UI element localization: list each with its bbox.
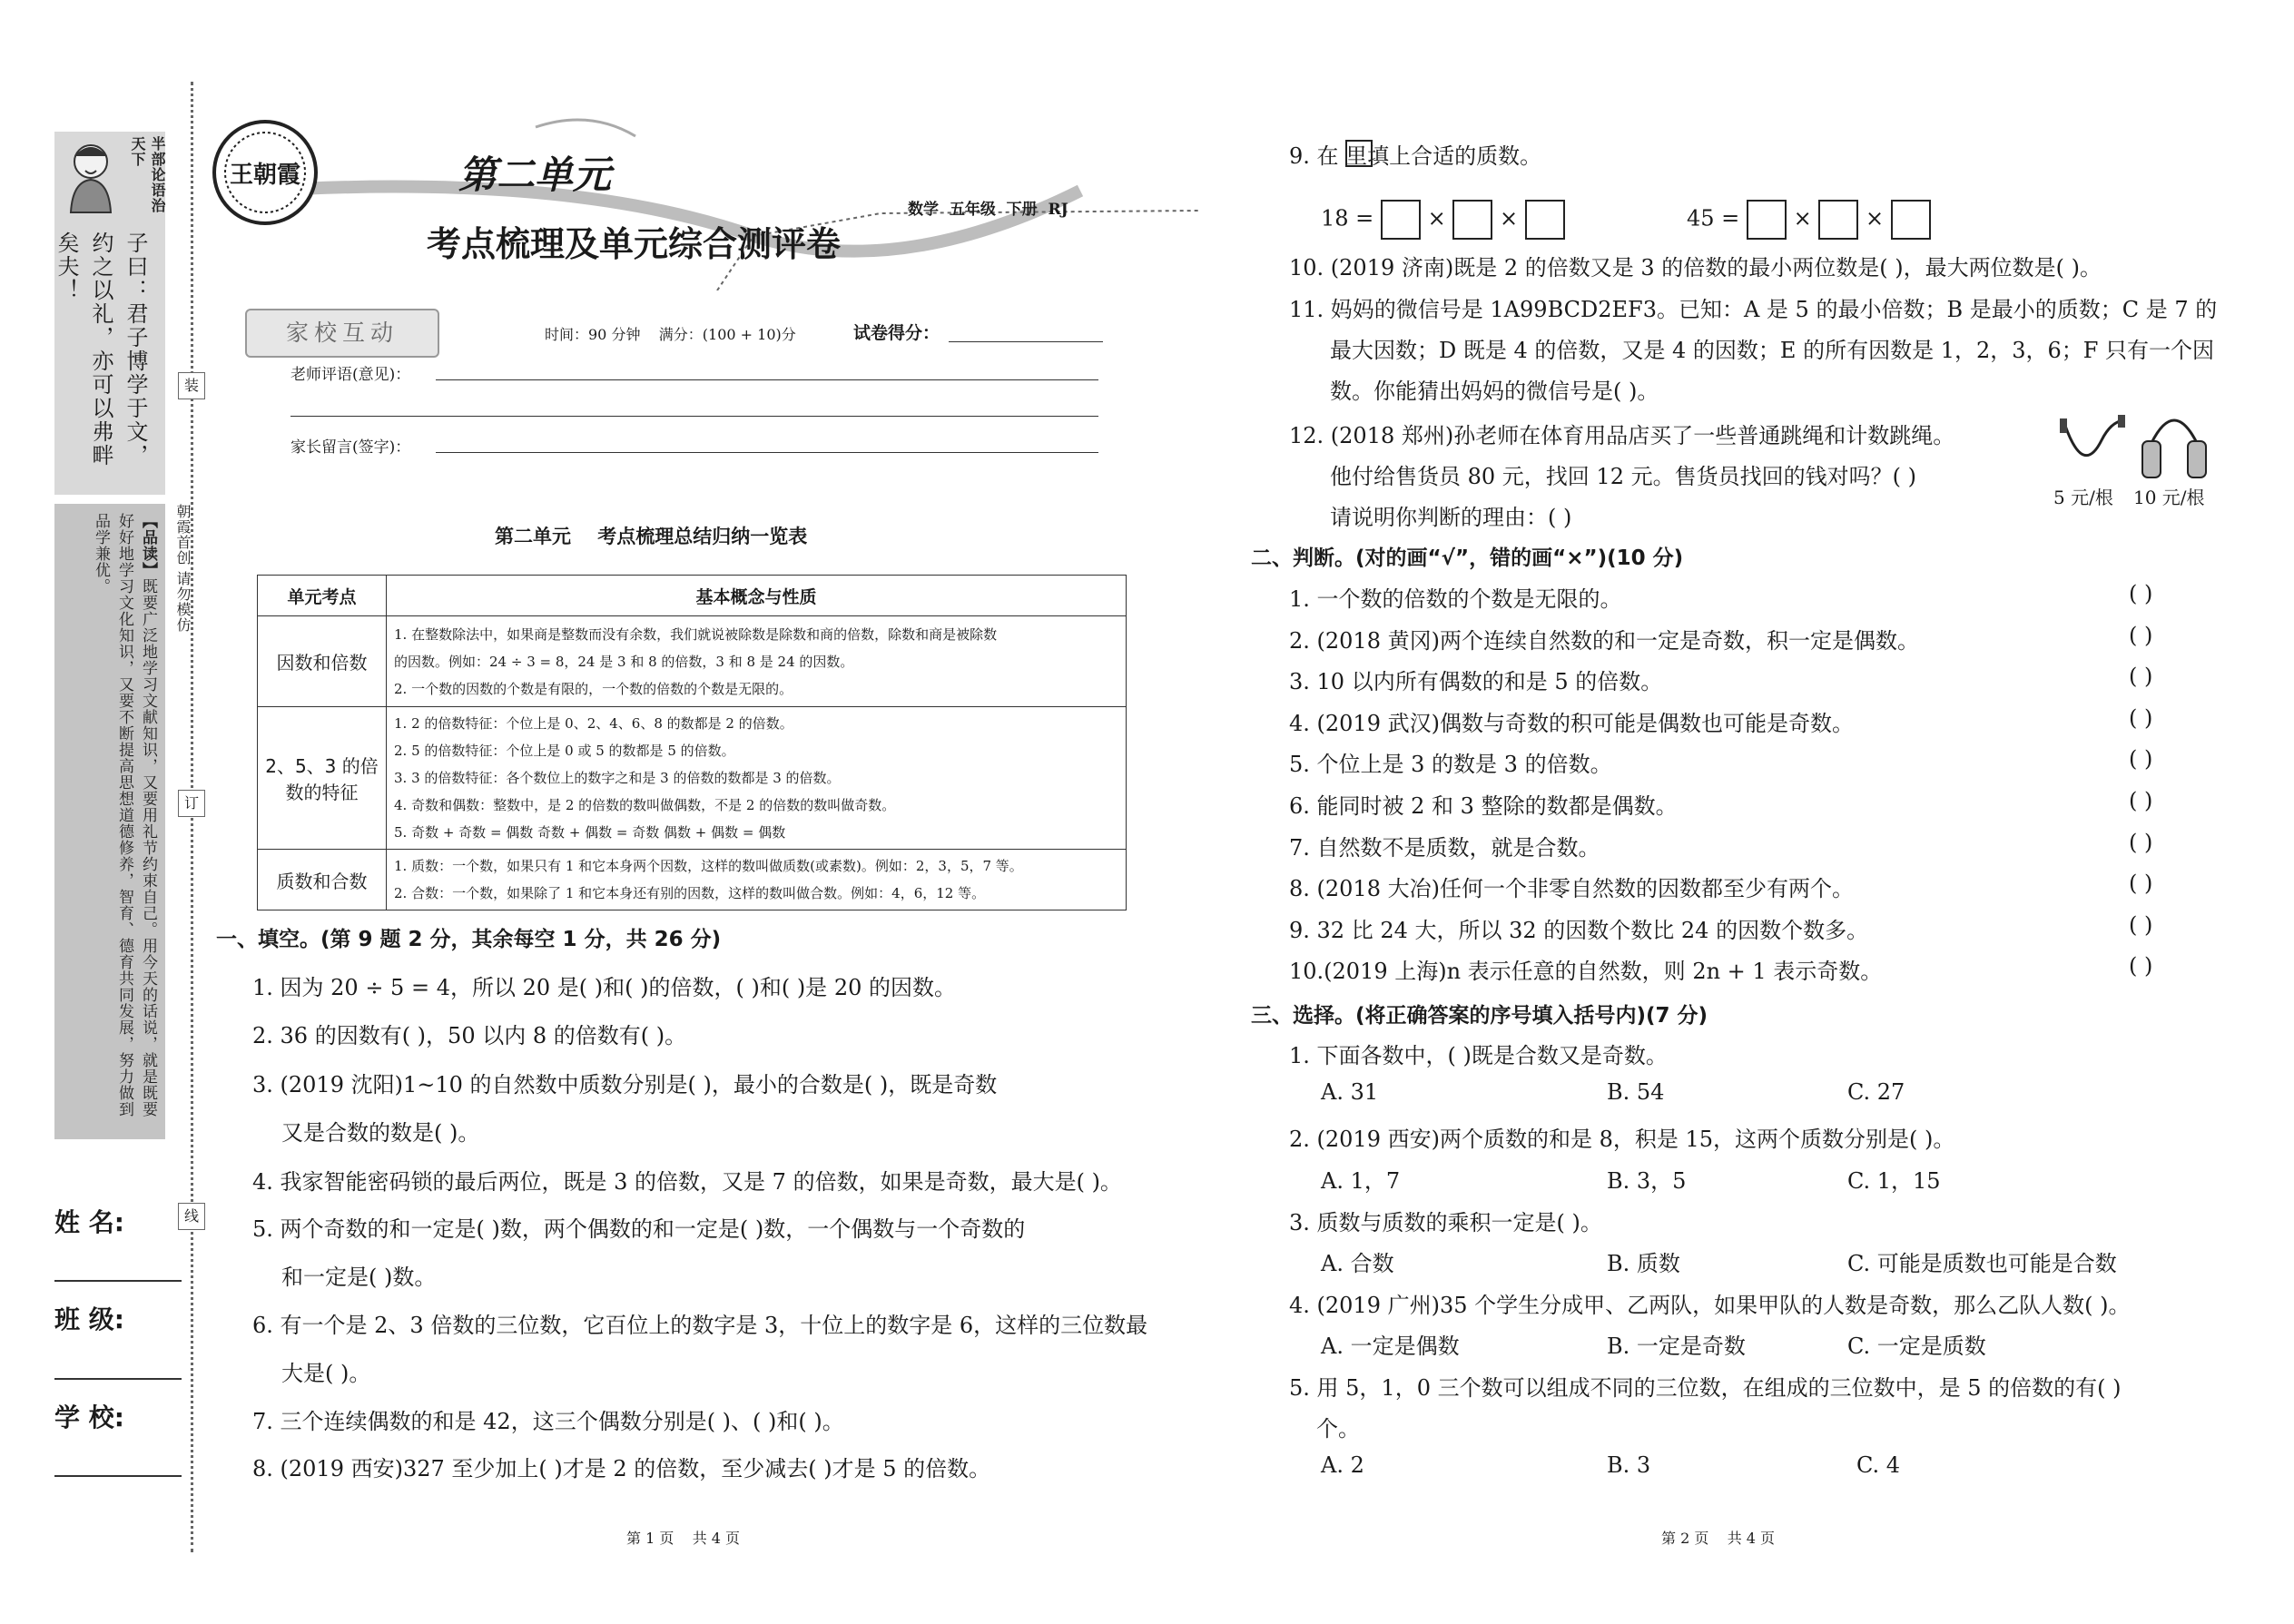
- q9-prompt-box: [1345, 140, 1373, 167]
- subject-tag: 数学 五年级 下册 RJ: [908, 201, 1068, 219]
- fill-q11: 11. 妈妈的微信号是 1A99BCD2EF3。已知：A 是 5 的最小倍数；B 是最小的质数；C 是 7 的: [1289, 297, 2218, 322]
- cut-label-1: 装: [178, 372, 205, 399]
- judge-item: 9. 32 比 24 大，所以 32 的因数个数比 24 的因数个数多。: [1289, 917, 1869, 943]
- q9-eq1-label: 18 =: [1321, 205, 1374, 231]
- concept-line: 的因数。例如：24 ÷ 3 = 8，24 是 3 和 8 的倍数，3 和 8 是 24 的因数。: [394, 653, 854, 670]
- table-header: [258, 576, 1127, 616]
- times-sign: ×: [1499, 205, 1519, 231]
- fill-q10: 10. (2019 济南)既是 2 的倍数又是 3 的倍数的最小两位数是( )，最大两位数是( )。: [1289, 255, 2102, 281]
- page-number-1: 第 1 页 共 4 页: [626, 1530, 741, 1547]
- choice-q3-opt-a[interactable]: A. 合数: [1321, 1251, 1394, 1276]
- page-number-2: 第 2 页 共 4 页: [1661, 1530, 1776, 1547]
- choice-q2: 2. (2019 西安)两个质数的和是 8，积是 15，这两个质数分别是( )。: [1289, 1127, 1955, 1152]
- table-row: [258, 707, 1127, 850]
- concept-line: 5. 奇数 + 奇数 = 偶数 奇数 + 偶数 = 奇数 偶数 + 偶数 = 偶数: [394, 824, 786, 841]
- subtitle: 考点梳理及单元综合测评卷: [427, 224, 842, 264]
- interaction-tag: [245, 309, 439, 358]
- section-choice-heading: 三、选择。(将正确答案的序号填入括号内)(7 分): [1251, 1004, 1708, 1028]
- summary-title: 第二单元 考点梳理总结归纳一览表: [495, 526, 808, 547]
- fill-q3: 3. (2019 沈阳)1~10 的自然数中质数分别是( )，最小的合数是( )，既是奇数: [252, 1072, 998, 1097]
- cut-label-2: 订: [178, 790, 205, 817]
- choice-q5-opt-a[interactable]: A. 2: [1321, 1452, 1364, 1478]
- choice-q1-opt-c[interactable]: C. 27: [1847, 1079, 1905, 1105]
- fill-q12-cont2: 请说明你判断的理由：( ): [1330, 505, 1572, 530]
- table-cell-topic: 因数和倍数: [258, 616, 387, 707]
- teacher-comment-label: 老师评语(意见)：: [290, 366, 411, 384]
- judge-item: 5. 个位上是 3 的数是 3 的倍数。: [1289, 752, 1612, 778]
- reading-body: 既要广泛地学习文献知识，又要用礼节约束自己。用今天的话说，就是既要好好地学习文化知识，又要不断提高思想道德修养，智育、德育共同发展，努力做到品学兼优。: [92, 513, 157, 1117]
- unit-title: 第二单元: [458, 153, 612, 197]
- counting-rope-icon: [2133, 407, 2215, 484]
- concept-line: 2. 5 的倍数特征：个位上是 0 或 5 的数都是 5 的倍数。: [394, 743, 735, 759]
- name-field[interactable]: [54, 1280, 182, 1282]
- judge-answer-paren[interactable]: ( ): [2129, 911, 2153, 938]
- concept-line: 2. 一个数的因数的个数是有限的，一个数的倍数的个数是无限的。: [394, 680, 793, 697]
- choice-q1-opt-b[interactable]: B. 54: [1607, 1079, 1665, 1105]
- judge-answer-paren[interactable]: ( ): [2129, 664, 2153, 690]
- logo-text: 王朝霞: [229, 162, 300, 189]
- judge-answer-paren[interactable]: ( ): [2129, 953, 2153, 979]
- times-sign: ×: [1427, 205, 1446, 231]
- judge-answer-paren[interactable]: ( ): [2129, 829, 2153, 855]
- class-field[interactable]: [54, 1378, 182, 1380]
- times-sign: ×: [1865, 205, 1885, 231]
- choice-q4-opt-b[interactable]: B. 一定是奇数: [1607, 1334, 1746, 1359]
- fill-q3-cont: 又是合数的数是( )。: [281, 1120, 480, 1146]
- choice-q2-opt-a[interactable]: A. 1，7: [1321, 1168, 1401, 1194]
- judge-item: 2. (2018 黄冈)两个连续自然数的和一定是奇数，积一定是偶数。: [1289, 627, 1919, 654]
- judge-answer-paren[interactable]: ( ): [2129, 871, 2153, 897]
- teacher-comment-field-2[interactable]: [290, 416, 1098, 417]
- interaction-label: 家校互动: [285, 320, 399, 346]
- fill-q5-cont: 和一定是( )数。: [281, 1265, 437, 1290]
- table-cell-concept: [387, 850, 1127, 910]
- parent-message-field[interactable]: [436, 452, 1098, 453]
- answer-box[interactable]: [1452, 200, 1492, 240]
- q9-eq1: [1321, 200, 1565, 240]
- answer-box[interactable]: [1891, 200, 1931, 240]
- judge-answer-paren[interactable]: ( ): [2129, 622, 2153, 648]
- fill-q2: 2. 36 的因数有( )，50 以内 8 的倍数有( )。: [252, 1023, 687, 1048]
- choice-q3-opt-c[interactable]: C. 可能是质数也可能是合数: [1847, 1251, 2117, 1276]
- judge-answer-paren[interactable]: ( ): [2129, 704, 2153, 731]
- name-label: 姓 名:: [54, 1207, 124, 1237]
- judge-item: 4. (2019 武汉)偶数与奇数的积可能是偶数也可能是奇数。: [1289, 710, 1854, 736]
- table-row: [258, 850, 1127, 910]
- answer-box[interactable]: [1818, 200, 1858, 240]
- judge-answer-paren[interactable]: ( ): [2129, 788, 2153, 813]
- fill-q4: 4. 我家智能密码锁的最后两位，既是 3 的倍数，又是 7 的倍数，如果是奇数，最大是( )。: [252, 1169, 1122, 1195]
- answer-box[interactable]: [1747, 200, 1787, 240]
- table-cell-topic: 质数和合数: [258, 850, 387, 910]
- times-sign: ×: [1793, 205, 1812, 231]
- school-field[interactable]: [54, 1475, 182, 1477]
- q9-eq2-label: 45 =: [1687, 205, 1740, 231]
- table-col-concept: 基本概念与性质: [387, 576, 1127, 616]
- section-judge-heading: 二、判断。(对的画“√”，错的画“×”)(10 分): [1251, 546, 1684, 570]
- choice-q5-cont: 个。: [1316, 1416, 1360, 1442]
- jump-rope-icon: [2056, 413, 2129, 477]
- concept-line: 4. 奇数和偶数：整数中，是 2 的倍数的数叫做偶数，不是 2 的倍数的数叫做奇数。: [394, 797, 896, 813]
- motto-top: 半部论语治天下: [129, 136, 166, 213]
- judge-item: 10.(2019 上海)n 表示任意的自然数，则 2n + 1 表示奇数。: [1289, 959, 1883, 985]
- answer-box[interactable]: [1381, 200, 1421, 240]
- judge-item: 7. 自然数不是质数，就是合数。: [1289, 834, 1600, 861]
- fill-q7: 7. 三个连续偶数的和是 42，这三个偶数分别是( )、( )和( )。: [252, 1409, 844, 1434]
- answer-box[interactable]: [1525, 200, 1565, 240]
- judge-item: 6. 能同时被 2 和 3 整除的数都是偶数。: [1289, 793, 1678, 819]
- school-label: 学 校:: [54, 1403, 124, 1432]
- choice-q5-opt-b[interactable]: B. 3: [1607, 1452, 1651, 1478]
- class-label: 班 级:: [54, 1304, 124, 1334]
- summary-table: [257, 575, 1127, 910]
- choice-q2-opt-c[interactable]: C. 1，15: [1847, 1168, 1941, 1194]
- rope1-price: 5 元/根: [2053, 487, 2113, 508]
- parent-message-label: 家长留言(签字)：: [290, 438, 411, 457]
- fill-q8: 8. (2019 西安)327 至少加上( )才是 2 的倍数，至少减去( )才是 5 的倍数。: [252, 1456, 991, 1481]
- copyright-note: 朝霞首创 请勿模仿: [174, 504, 192, 634]
- judge-item: 3. 10 以内所有偶数的和是 5 的倍数。: [1289, 669, 1663, 695]
- choice-q3-opt-b[interactable]: B. 质数: [1607, 1251, 1680, 1276]
- concept-line: 1. 质数：一个数，如果只有 1 和它本身两个因数，这样的数叫做质数(或素数)。例如：2，3，5，7 等。: [394, 858, 1023, 874]
- binding-strip: [0, 0, 195, 1624]
- choice-q4-opt-c[interactable]: C. 一定是质数: [1847, 1334, 1986, 1359]
- choice-q4-opt-a[interactable]: A. 一定是偶数: [1321, 1334, 1460, 1359]
- score-field[interactable]: [949, 341, 1103, 342]
- cut-label-3: 线: [178, 1203, 205, 1230]
- concept-line: 1. 2 的倍数特征：个位上是 0、2、4、6、8 的数都是 2 的倍数。: [394, 715, 793, 732]
- table-col-topic: 单元考点: [258, 576, 387, 616]
- table-cell-concept: [387, 707, 1127, 850]
- concept-line: 1. 在整数除法中，如果商是整数而没有余数，我们就说被除数是除数和商的倍数，除数和商是被除数: [394, 625, 998, 643]
- cut-line: [191, 82, 193, 1552]
- choice-q1: 1. 下面各数中，( )既是合数又是奇数。: [1289, 1043, 1668, 1068]
- concept-line: 3. 3 的倍数特征：各个数位上的数字之和是 3 的倍数的数都是 3 的倍数。: [394, 770, 841, 786]
- reading-label: 【品读】: [139, 513, 157, 578]
- fill-q6-cont: 大是( )。: [281, 1361, 371, 1386]
- judge-item: 1. 一个数的倍数的个数是无限的。: [1289, 586, 1622, 612]
- fill-q11-cont2: 数。你能猜出妈妈的微信号是( )。: [1330, 379, 1659, 404]
- teacher-comment-field[interactable]: [436, 379, 1098, 380]
- reading-text: [62, 513, 160, 1130]
- choice-q5-opt-c[interactable]: C. 4: [1856, 1452, 1901, 1478]
- choice-q1-opt-a[interactable]: A. 31: [1321, 1079, 1379, 1105]
- choice-q2-opt-b[interactable]: B. 3，5: [1607, 1168, 1687, 1194]
- concept-line: 2. 合数：一个数，如果除了 1 和它本身还有别的因数，这样的数叫做合数。例如：4，6，12 等。: [394, 885, 986, 901]
- time-info: 时间：90 分钟 满分：(100 + 10)分: [545, 326, 796, 343]
- fill-q11-cont: 最大因数；D 既是 4 的倍数，又是 4 的因数；E 的所有因数是 1，2，3，6；F 只有一个因: [1330, 338, 2215, 363]
- fill-q6: 6. 有一个是 2、3 倍数的三位数，它百位上的数字是 3，十位上的数字是 6，这样的三位数最: [252, 1313, 1148, 1338]
- rope2-price: 10 元/根: [2133, 487, 2205, 508]
- judge-answer-paren[interactable]: ( ): [2129, 581, 2153, 606]
- fill-q9: 9. 在 里填上合适的质数。: [1289, 143, 1542, 169]
- table-cell-topic: 2、5、3 的倍数的特征: [258, 707, 387, 850]
- confucius-icon: [54, 134, 127, 214]
- table-cell-concept: [387, 616, 1127, 707]
- choice-q4: 4. (2019 广州)35 个学生分成甲、乙两队，如果甲队的人数是奇数，那么乙队人数( )。: [1289, 1293, 2131, 1318]
- score-label: 试卷得分：: [853, 323, 940, 343]
- confucius-quote: 子曰：君子博学于文，约之以礼，亦可以弗畔矣夫！: [54, 231, 148, 468]
- choice-q5: 5. 用 5，1，0 三个数可以组成不同的三位数，在组成的三位数中，是 5 的倍数的有( ): [1289, 1375, 2122, 1401]
- fill-q1: 1. 因为 20 ÷ 5 = 4，所以 20 是( )和( )的倍数，( )和( )是 20 的因数。: [252, 975, 956, 1000]
- section-fill-heading: 一、填空。(第 9 题 2 分，其余每空 1 分，共 26 分): [216, 928, 722, 951]
- q9-eq2: [1687, 200, 1931, 240]
- choice-q3: 3. 质数与质数的乘积一定是( )。: [1289, 1210, 1602, 1235]
- judge-item: 8. (2018 大冶)任何一个非零自然数的因数都至少有两个。: [1289, 876, 1854, 902]
- judge-answer-paren[interactable]: ( ): [2129, 746, 2153, 773]
- fill-q12: 12. (2018 郑州)孙老师在体育用品店买了一些普通跳绳和计数跳绳。: [1289, 423, 1955, 448]
- fill-q12-cont: 他付给售货员 80 元，找回 12 元。售货员找回的钱对吗？( ): [1330, 464, 1916, 489]
- fill-q5: 5. 两个奇数的和一定是( )数，两个偶数的和一定是( )数，一个偶数与一个奇数的: [252, 1216, 1026, 1242]
- table-row: [258, 616, 1127, 707]
